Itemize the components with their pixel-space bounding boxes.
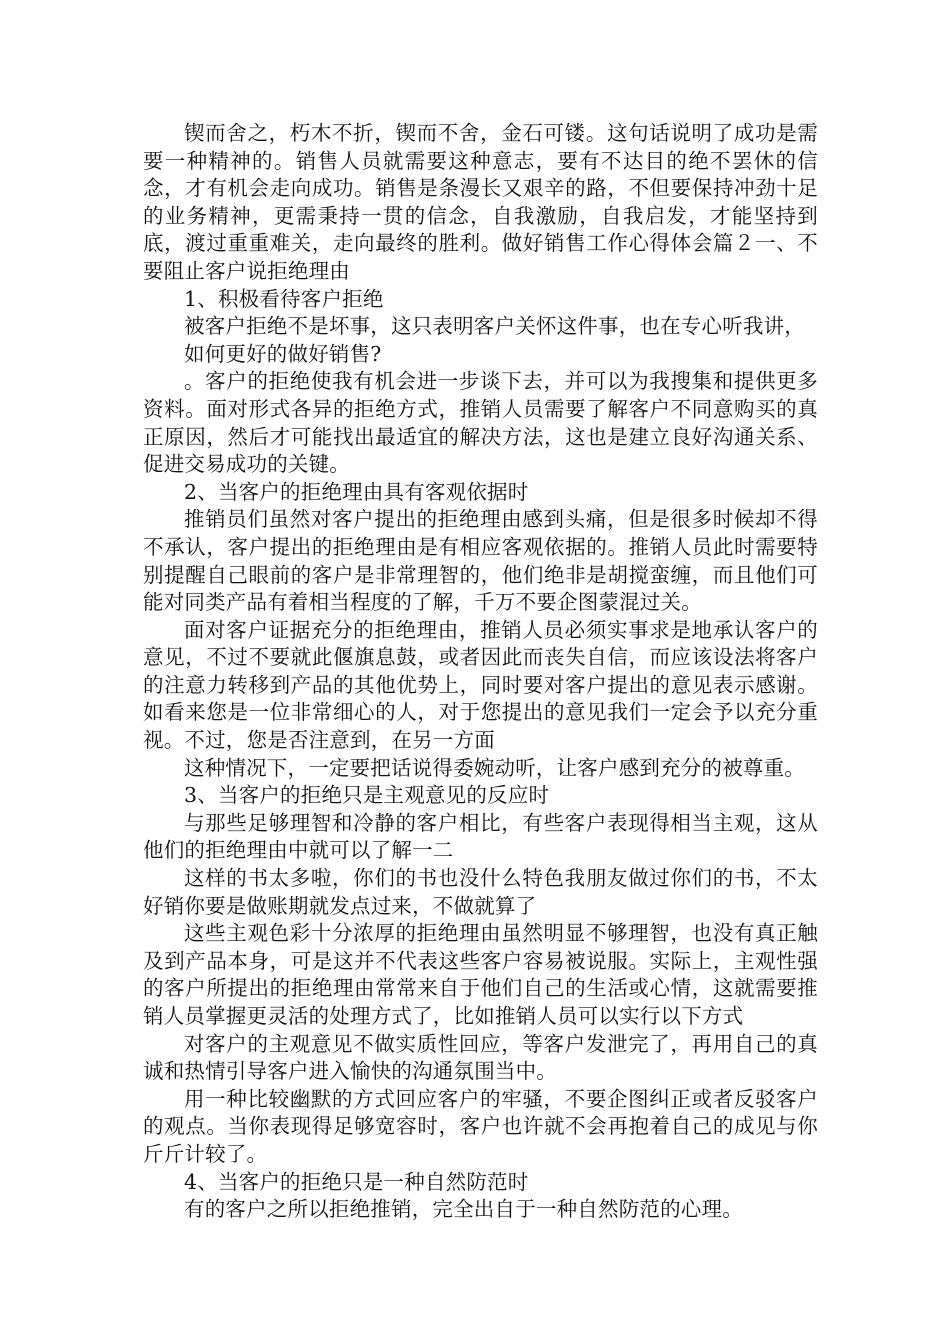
- paragraph-intro: 锲而舍之，朽木不折，锲而不舍，金石可镂。这句话说明了成功是需要一种精神的。销售人员就需要这种意志，要有不达目的绝不罢休的信念，才有机会走向成功。销售是条漫长又艰辛的路，不但要保持冲劲十足的业务精神，更需秉持一贯的信念，自我激励，自我启发，才能坚持到底，渡过重重难关，走向最终的胜利。做好销售工作心得体会篇２一、不要阻止客户说拒绝理由: [143, 121, 818, 283]
- paragraph: 这些主观色彩十分浓厚的拒绝理由虽然明显不够理智，也没有真正触及到产品本身，可是这并不代表这些客户容易被说服。实际上，主观性强的客户所提出的拒绝理由常常来自于他们自己的生活或心情，这就需要推销人员掌握更灵活的处理方式了，比如推销人员可以实行以下方式: [143, 921, 818, 1028]
- paragraph: 被客户拒绝不是坏事，这只表明客户关怀这件事，也在专心听我讲，: [184, 314, 805, 339]
- paragraph: 用一种比较幽默的方式回应客户的牢骚，不要企图纠正或者反驳客户的观点。当你表现得足够宽容时，客户也许就不会再抱着自己的成见与你斤斤计较了。: [143, 1086, 818, 1166]
- paragraph: 对客户的主观意见不做实质性回应，等客户发泄完了，再用自己的真诚和热情引导客户进入愉快的沟通氛围当中。: [143, 1031, 818, 1084]
- paragraph: 这种情况下，一定要把话说得委婉动听，让客户感到充分的被尊重。: [184, 755, 805, 780]
- paragraph: 。客户的拒绝使我有机会进一步谈下去，并可以为我搜集和提供更多资料。面对形式各异的拒绝方式，推销人员需要了解客户不同意购买的真正原因，然后才可能找出最适宜的解决方法，这也是建立良好沟通关系、促进交易成功的关键。: [143, 369, 818, 477]
- heading-3: 3、当客户的拒绝只是主观意见的反应时: [184, 783, 550, 808]
- heading-1: 1、积极看待客户拒绝: [184, 286, 384, 311]
- paragraph: 这样的书太多啦，你们的书也没什么特色我朋友做过你们的书，不太好销你要是做账期就发点过来，不做就算了: [143, 866, 818, 918]
- heading-4: 4、当客户的拒绝只是一种自然防范时: [184, 1169, 529, 1194]
- paragraph: 面对客户证据充分的拒绝理由，推销人员必须实事求是地承认客户的意见，不过不要就此偃旗息鼓，或者因此而丧失自信，而应该设法将客户的注意力转移到产品的其他优势上，同时要对客户提出的意见表示感谢。如看来您是一位非常细心的人，对于您提出的意见我们一定会予以充分重视。不过，您是否注意到，在另一方面: [143, 617, 818, 753]
- paragraph: 与那些足够理智和冷静的客户相比，有些客户表现得相当主观，这从他们的拒绝理由中就可以了解一二: [143, 810, 818, 863]
- paragraph: 有的客户之所以拒绝推销，完全出自于一种自然防范的心理。: [184, 1197, 743, 1222]
- paragraph: 推销员们虽然对客户提出的拒绝理由感到头痛，但是很多时候却不得不承认，客户提出的拒绝理由是有相应客观依据的。推销人员此时需要特别提醒自己眼前的客户是非常理智的，他们绝非是胡搅蛮缠，而且他们可能对同类产品有着相当程度的了解，千万不要企图蒙混过关。: [143, 507, 818, 615]
- heading-2: 2、当客户的拒绝理由具有客观依据时: [184, 479, 529, 504]
- document-body: [143, 120, 818, 1224]
- paragraph: 如何更好的做好销售?: [184, 341, 382, 366]
